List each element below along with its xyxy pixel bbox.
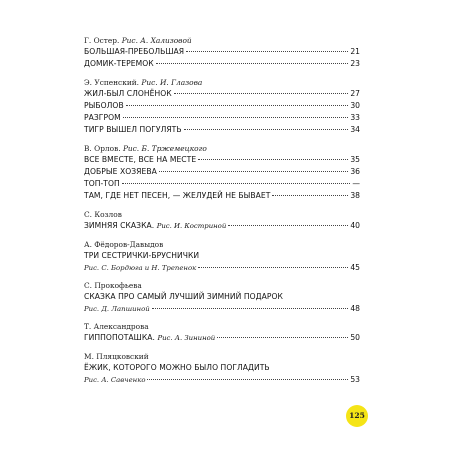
author-line — [84, 322, 360, 332]
toc-entry[interactable] — [84, 220, 360, 232]
entry-page: 30 — [350, 101, 360, 110]
toc-entry[interactable] — [84, 58, 360, 70]
toc-entry[interactable] — [84, 250, 360, 262]
author-line — [84, 144, 360, 154]
toc-entry[interactable] — [84, 154, 360, 166]
toc-entry[interactable] — [84, 332, 360, 344]
dot-leader — [156, 63, 349, 64]
entry-title: РЫБОЛОВ — [84, 101, 124, 110]
entry-page: 27 — [350, 89, 360, 98]
illustrator-name: Рис. И. Глазова — [141, 78, 203, 87]
entry-page: 35 — [350, 155, 360, 164]
illustrator-name: Рис. Д. Лапшиной — [84, 305, 150, 313]
toc-entry[interactable] — [84, 124, 360, 136]
dot-leader — [152, 308, 349, 309]
dot-leader — [122, 183, 351, 184]
toc-entry[interactable] — [84, 46, 360, 58]
author-name: С. Прокофьева — [84, 281, 142, 290]
author-name: Г. Остер. — [84, 36, 120, 45]
entry-title: БОЛЬШАЯ-ПРЕБОЛЬШАЯ — [84, 47, 185, 56]
entry-page: 48 — [350, 304, 360, 313]
author-name: С. Козлов — [84, 210, 122, 219]
toc-section — [84, 281, 360, 314]
entry-page: 23 — [350, 59, 360, 68]
toc-section — [84, 210, 360, 232]
toc-section — [84, 78, 360, 136]
toc-entry[interactable] — [84, 178, 360, 190]
toc-section — [84, 36, 360, 70]
entry-title-text: ЗИМНЯЯ СКАЗКА. — [84, 221, 155, 230]
toc-section — [84, 240, 360, 273]
toc-entry[interactable] — [84, 291, 360, 303]
author-line — [84, 78, 360, 88]
dot-leader — [123, 117, 349, 118]
toc-entry-illustrator[interactable] — [84, 303, 360, 314]
toc-section — [84, 144, 360, 202]
entry-title: ДОБРЫЕ ХОЗЯЕВА — [84, 167, 157, 176]
author-name: М. Пляцковский — [84, 352, 149, 361]
entry-page: 34 — [350, 125, 360, 134]
entry-page: 36 — [350, 167, 360, 176]
entry-page: 21 — [350, 47, 360, 56]
dot-leader — [198, 159, 348, 160]
entry-title: ЁЖИК, КОТОРОГО МОЖНО БЫЛО ПОГЛАДИТЬ — [84, 363, 270, 372]
dot-leader — [147, 379, 348, 380]
toc-entry[interactable] — [84, 112, 360, 124]
author-name: Т. Александрова — [84, 322, 149, 331]
toc-entry[interactable] — [84, 100, 360, 112]
author-line — [84, 210, 360, 220]
illustrator-name: Рис. Б. Тржемецкого — [122, 144, 207, 153]
entry-title — [84, 332, 215, 344]
entry-title: ЖИЛ-БЫЛ СЛОНЁНОК — [84, 89, 172, 98]
illustrator-name: Рис. А. Зининой — [157, 334, 216, 342]
illustrator-name: Рис. С. Бордюга и Н. Трепенок — [84, 264, 197, 272]
toc-entry[interactable] — [84, 362, 360, 374]
entry-title: ТИГР ВЫШЕЛ ПОГУЛЯТЬ — [84, 125, 182, 134]
entry-title: ТАМ, ГДЕ НЕТ ПЕСЕН, — ЖЕЛУДЕЙ НЕ БЫВАЕТ — [84, 191, 271, 200]
dot-leader — [198, 267, 348, 268]
entry-title: СКАЗКА ПРО САМЫЙ ЛУЧШИЙ ЗИМНИЙ ПОДАРОК — [84, 292, 283, 301]
dot-leader — [272, 195, 348, 196]
entry-page: 33 — [350, 113, 360, 122]
entry-page: 50 — [350, 333, 360, 342]
toc-entry[interactable] — [84, 88, 360, 100]
dot-leader — [217, 337, 348, 338]
dot-leader — [126, 105, 349, 106]
illustrator-name: Рис. А. Хализовой — [121, 36, 192, 45]
toc-section — [84, 322, 360, 344]
entry-page: 38 — [350, 191, 360, 200]
toc-entry-illustrator[interactable] — [84, 374, 360, 385]
entry-title — [84, 220, 226, 232]
entry-title: ВСЕ ВМЕСТЕ, ВСЕ НА МЕСТЕ — [84, 155, 197, 164]
entry-page: — — [352, 179, 360, 188]
entry-title: РАЗГРОМ — [84, 113, 121, 122]
entry-page: 53 — [350, 375, 360, 384]
entry-page: 40 — [350, 221, 360, 230]
page-number-badge: 125 — [346, 405, 368, 427]
author-name: А. Фёдоров-Давыдов — [84, 240, 164, 249]
entry-title: ТРИ СЕСТРИЧКИ-БРУСНИЧКИ — [84, 251, 200, 260]
author-line — [84, 36, 360, 46]
entry-page: 45 — [350, 263, 360, 272]
illustrator-name: Рис. А. Савченко — [84, 376, 146, 384]
table-of-contents — [84, 36, 360, 393]
dot-leader — [228, 225, 348, 226]
entry-title: ТОП-ТОП — [84, 179, 120, 188]
illustrator-name: Рис. И. Костриной — [156, 222, 227, 230]
toc-entry[interactable] — [84, 166, 360, 178]
entry-title-text: ГИППОПОТАШКА. — [84, 333, 155, 342]
dot-leader — [184, 129, 349, 130]
toc-section — [84, 352, 360, 385]
author-line — [84, 240, 360, 250]
author-line — [84, 352, 360, 362]
dot-leader — [174, 93, 349, 94]
toc-entry-illustrator[interactable] — [84, 262, 360, 273]
author-name: В. Орлов. — [84, 144, 121, 153]
author-line — [84, 281, 360, 291]
dot-leader — [159, 171, 348, 172]
author-name: Э. Успенский. — [84, 78, 140, 87]
entry-title: ДОМИК-ТЕРЕМОК — [84, 59, 154, 68]
dot-leader — [186, 51, 348, 52]
toc-entry[interactable] — [84, 190, 360, 202]
